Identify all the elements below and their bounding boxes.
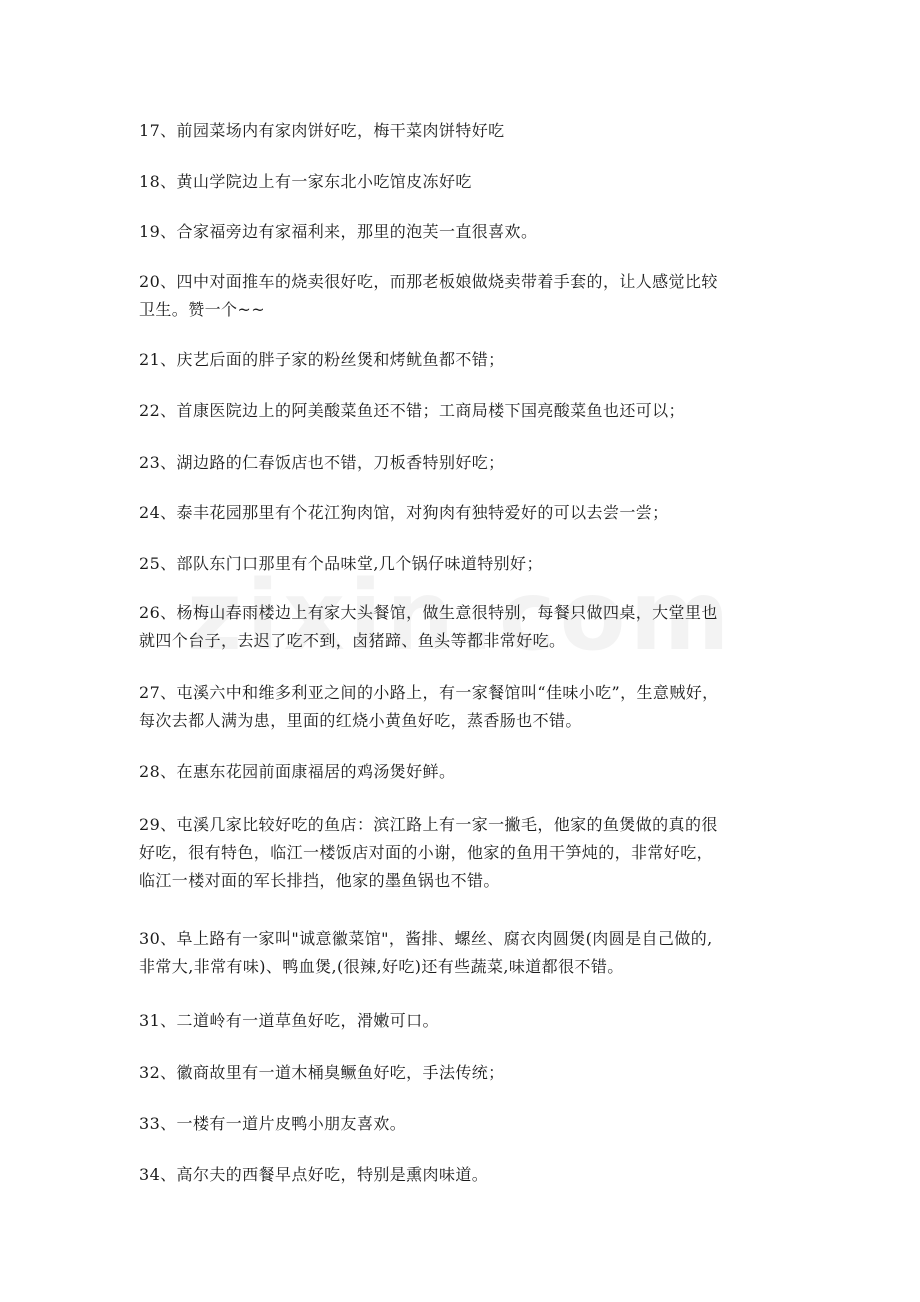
list-item: 21、庆艺后面的胖子家的粉丝煲和烤鱿鱼都不错； bbox=[139, 350, 505, 369]
list-item: 33、一楼有一道片皮鸭小朋友喜欢。 bbox=[139, 1114, 407, 1133]
list-item: 27、屯溪六中和维多利亚之间的小路上，有一家餐馆叫“佳味小吃”，生意贼好， 每次去都人满为患，里面的红烧小黄鱼好吃，蒸香肠也不错。 bbox=[139, 683, 719, 730]
list-item: 32、徽商故里有一道木桶臭鳜鱼好吃，手法传统； bbox=[139, 1063, 505, 1082]
list-item: 19、合家福旁边有家福利来，那里的泡芙一直很喜欢。 bbox=[139, 222, 538, 241]
list-item: 28、在惠东花园前面康福居的鸡汤煲好鲜。 bbox=[139, 762, 456, 781]
list-item: 30、阜上路有一家叫"诚意徽菜馆"，酱排、螺丝、腐衣肉圆煲(肉圆是自己做的, 非常大,非常有味)、鸭血煲,(很辣,好吃)还有些蔬菜,味道都很不错。 bbox=[139, 929, 713, 976]
list-item: 25、部队东门口那里有个品味堂,几个锅仔味道特别好； bbox=[139, 554, 543, 573]
list-item: 22、首康医院边上的阿美酸菜鱼还不错；工商局楼下国亮酸菜鱼也还可以； bbox=[139, 401, 685, 420]
list-item: 23、湖边路的仁春饭店也不错，刀板香特别好吃； bbox=[139, 453, 505, 472]
list-item: 34、高尔夫的西餐早点好吃，特别是熏肉味道。 bbox=[139, 1165, 489, 1184]
list-item: 24、泰丰花园那里有个花江狗肉馆，对狗肉有独特爱好的可以去尝一尝； bbox=[139, 503, 669, 522]
list-item: 26、杨梅山春雨楼边上有家大头餐馆，做生意很特别，每餐只做四桌，大堂里也 就四个台子，去迟了吃不到，卤猪蹄、鱼头等都非常好吃。 bbox=[139, 603, 718, 650]
list-item: 20、四中对面推车的烧卖很好吃，而那老板娘做烧卖带着手套的，让人感觉比较 卫生。赞一个~~ bbox=[139, 272, 718, 319]
list-item: 17、前园菜场内有家肉饼好吃，梅干菜肉饼特好吃 bbox=[139, 121, 505, 140]
list-item: 31、二道岭有一道草鱼好吃，滑嫩可口。 bbox=[139, 1011, 439, 1030]
list-item: 29、屯溪几家比较好吃的鱼店：滨江路上有一家一撇毛，他家的鱼煲做的真的很 好吃，很有特色，临江一楼饭店对面的小谢，他家的鱼用干笋炖的，非常好吃， 临江一楼对面的军长排挡，他家的墨鱼锅也不错。 bbox=[139, 815, 718, 890]
list-item: 18、黄山学院边上有一家东北小吃馆皮冻好吃 bbox=[139, 172, 472, 191]
